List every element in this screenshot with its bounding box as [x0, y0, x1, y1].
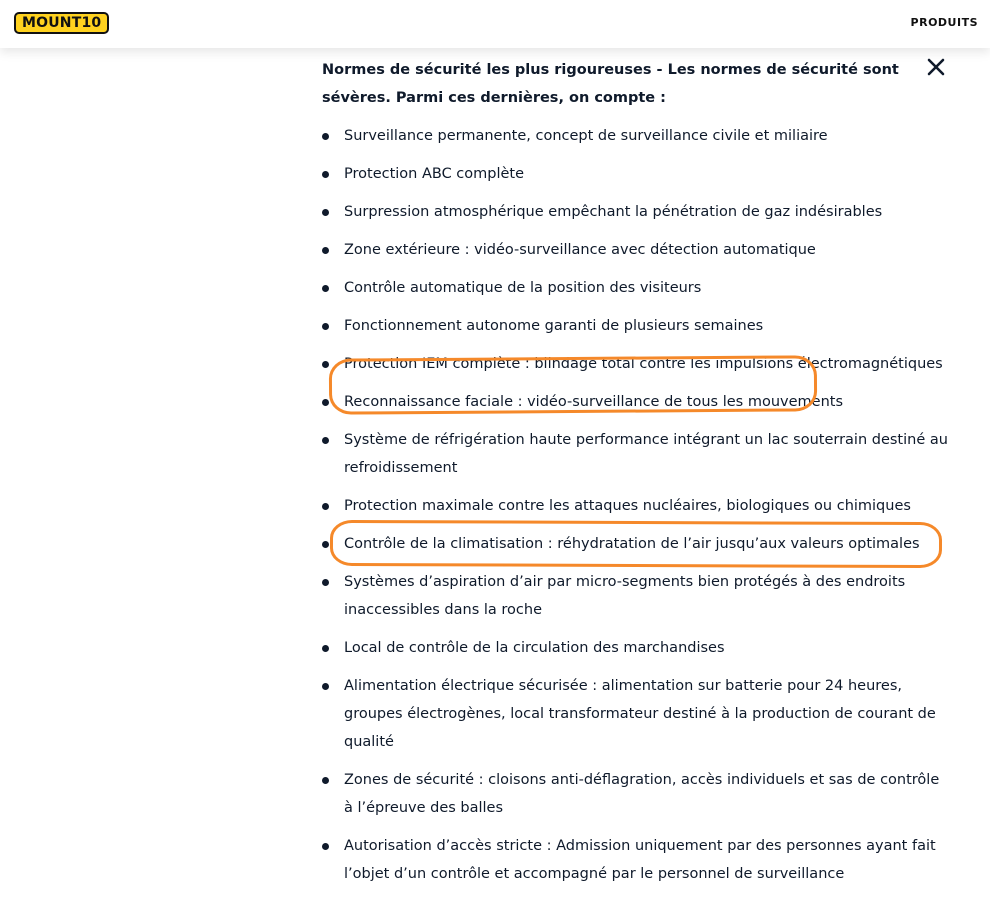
bullet-icon [322, 323, 329, 330]
list-item-text: Fonctionnement autonome garanti de plusieurs semaines [344, 318, 764, 334]
list-item-text: Systèmes d’aspiration d’air par micro-segments bien protégés à des endroits inaccessibles dans la roche [344, 574, 906, 618]
nav-products-link[interactable]: PRODUITS [910, 16, 978, 29]
mount10-logo[interactable]: MOUNT10 [14, 12, 109, 34]
list-item [322, 274, 952, 302]
top-header [0, 0, 990, 48]
bullet-icon [322, 171, 329, 178]
security-standards-panel [322, 56, 952, 898]
list-item-text: Zone extérieure : vidéo-surveillance avec détection automatique [344, 242, 816, 258]
list-item [322, 492, 952, 520]
bullet-icon [322, 645, 329, 652]
bullet-icon [322, 579, 329, 586]
bullet-icon [322, 843, 329, 850]
bullet-icon [322, 541, 329, 548]
bullet-icon [322, 777, 329, 784]
close-button[interactable] [925, 56, 947, 78]
list-item-text: Zones de sécurité : cloisons anti-déflagration, accès individuels et sas de contrôle à l’épreuve des balles [344, 772, 940, 816]
list-item [322, 122, 952, 150]
security-features-list [322, 122, 952, 888]
list-item-text: Surveillance permanente, concept de surveillance civile et miliaire [344, 128, 828, 144]
list-item [322, 312, 952, 340]
list-item [322, 160, 952, 188]
bullet-icon [322, 209, 329, 216]
list-item [322, 198, 952, 226]
list-item-text: Protection IEM complète : blindage total contre les impulsions électromagnétiques [344, 356, 943, 372]
list-item [322, 350, 952, 378]
close-icon [925, 56, 947, 78]
list-item [322, 388, 952, 416]
list-item-text: Alimentation électrique sécurisée : alimentation sur batterie pour 24 heures, groupes électrogènes, local transformateur destiné à la production de courant de qualité [344, 678, 936, 750]
bullet-icon [322, 503, 329, 510]
list-item [322, 530, 952, 558]
list-item-text: Protection ABC complète [344, 166, 525, 182]
list-item-text: Local de contrôle de la circulation des marchandises [344, 640, 725, 656]
list-item-text: Surpression atmosphérique empêchant la pénétration de gaz indésirables [344, 204, 883, 220]
list-item-text: Protection maximale contre les attaques nucléaires, biologiques ou chimiques [344, 498, 911, 514]
bullet-icon [322, 683, 329, 690]
list-item-text: Contrôle automatique de la position des visiteurs [344, 280, 702, 296]
list-item-text: Système de réfrigération haute performance intégrant un lac souterrain destiné au refroidissement [344, 432, 948, 476]
list-item [322, 634, 952, 662]
list-item-text: Contrôle de la climatisation : réhydratation de l’air jusqu’aux valeurs optimales [344, 536, 920, 552]
list-item-text: Autorisation d’accès stricte : Admission uniquement par des personnes ayant fait l’objet d’un contrôle et accompagné par le personnel de surveillance [344, 838, 936, 882]
bullet-icon [322, 247, 329, 254]
list-item [322, 568, 952, 624]
list-item [322, 236, 952, 264]
bullet-icon [322, 133, 329, 140]
list-item [322, 672, 952, 756]
list-item [322, 766, 952, 822]
bullet-icon [322, 285, 329, 292]
bullet-icon [322, 361, 329, 368]
list-item [322, 426, 952, 482]
bullet-icon [322, 437, 329, 444]
list-item [322, 832, 952, 888]
bullet-icon [322, 399, 329, 406]
panel-intro: Normes de sécurité les plus rigoureuses - Les normes de sécurité sont sévères. Parmi ces dernières, on compte : [322, 62, 899, 106]
list-item-text: Reconnaissance faciale : vidéo-surveillance de tous les mouvements [344, 394, 843, 410]
